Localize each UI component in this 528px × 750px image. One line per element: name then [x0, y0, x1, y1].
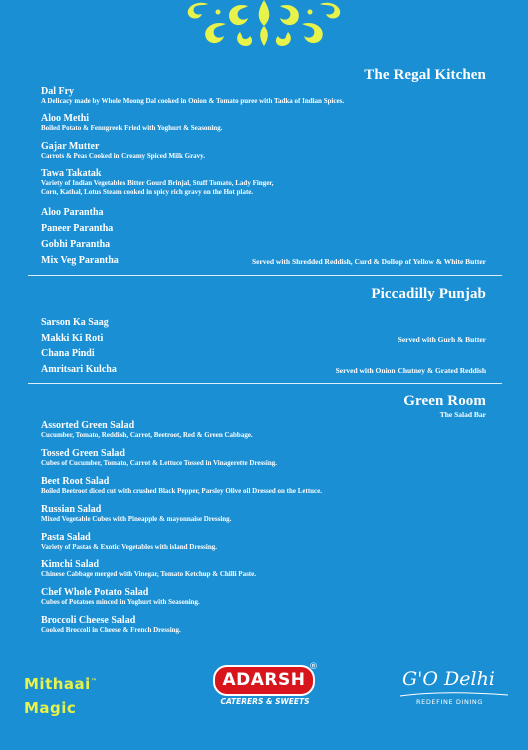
adarsh-badge: ADARSH [213, 665, 315, 696]
item-name: Dal Fry [41, 86, 75, 97]
menu-item [41, 615, 181, 635]
item-name: Pasta Salad [41, 532, 91, 543]
menu-item [41, 559, 256, 579]
item-name: Tawa Takatak [41, 168, 102, 179]
item-description: Cooked Broccoli in Cheese & French Dressing. [41, 626, 181, 634]
menu-item [41, 317, 109, 328]
menu-item [41, 86, 344, 106]
section-divider [28, 275, 502, 276]
mithaai-magic-logo [24, 670, 97, 720]
item-name: Aloo Parantha [41, 207, 104, 218]
item-name: Sarson Ka Saag [41, 317, 109, 328]
item-name: Russian Salad [41, 504, 102, 515]
menu-item [41, 348, 95, 359]
item-name: Paneer Parantha [41, 223, 114, 234]
item-name: Chana Pindi [41, 348, 95, 359]
item-description: Chinese Cabbage merged with Vinegar, Tomato Ketchup & Chilli Paste. [41, 570, 256, 578]
menu-item [41, 587, 200, 607]
item-name: Chef Whole Potato Salad [41, 587, 149, 598]
serving-note: Served with Shredded Reddish, Curd & Dollop of Yellow & White Butter [251, 257, 486, 266]
item-name: Broccoli Cheese Salad [41, 615, 136, 626]
menu-item [41, 532, 217, 552]
item-name: Amritsari Kulcha [41, 364, 117, 375]
menu-item [41, 504, 231, 524]
adarsh-tagline: CATERERS & SWEETS [220, 697, 310, 706]
menu-item [41, 255, 119, 266]
menu-item [41, 168, 274, 197]
trademark-mark: ™ [90, 678, 98, 685]
item-description: Cucumber, Tomato, Reddish, Carrot, Beetroot, Red & Green Cabbage. [41, 431, 253, 439]
menu-item [41, 207, 104, 218]
item-description: Cubes of Cucumber, Tomato, Carrot & Lettuce Tossed in Vinagerette Dressing. [41, 459, 277, 467]
registered-mark: ® [309, 662, 318, 672]
item-description-line2: Corn, Kathal, Lotus Steam cooked in spicy rich gravy on the Hot plate. [41, 188, 254, 196]
item-description: Variety of Indian Vegetables Bitter Gourd Brinjal, Stuff Tomato, Lady Finger, [41, 179, 274, 187]
godelhi-tagline: REDEFINE DINING [416, 698, 484, 706]
magic-word: Magic [24, 699, 77, 717]
menu-item [41, 223, 113, 234]
menu-item [41, 113, 222, 133]
serving-note: Served with Onion Chutney & Grated Reddish [335, 366, 486, 375]
item-description: A Delicacy made by Whole Moong Dal cooked in Onion & Tomato puree with Tadka of Indian Spices. [41, 97, 345, 105]
menu-item [41, 141, 205, 161]
menu-item [41, 476, 322, 496]
serving-note: Served with Gurh & Butter [397, 335, 486, 344]
item-name: Tossed Green Salad [41, 448, 125, 459]
item-description: Cubes of Potatoes minced in Yoghurt with Seasoning. [41, 598, 200, 606]
item-name: Gajar Mutter [41, 141, 100, 152]
item-name: Assorted Green Salad [41, 420, 135, 431]
item-description: Boiled Potato & Fenugreek Fried with Yoghurt & Seasoning. [41, 124, 223, 132]
section-subtitle: The Salad Bar [439, 410, 486, 419]
item-name: Gobhi Parantha [41, 239, 111, 250]
item-description: Carrots & Peas Cooked in Creamy Spiced Milk Gravy. [41, 152, 206, 160]
section-title-green-room: Green Room [403, 393, 486, 409]
item-description: Variety of Pastas & Exotic Vegetables with island Dressing. [41, 543, 217, 551]
ornament-flourish-icon [178, 0, 350, 48]
mithaai-word: Mithaai [24, 675, 91, 693]
menu-item [41, 239, 110, 250]
menu-item [41, 364, 117, 375]
item-name: Kimchi Salad [41, 559, 100, 570]
menu-item [41, 333, 103, 344]
godelhi-logo [398, 668, 510, 716]
menu-item [41, 420, 253, 440]
menu-item [41, 448, 277, 468]
section-title-regal-kitchen: The Regal Kitchen [364, 67, 486, 83]
section-divider [28, 383, 502, 384]
adarsh-logo [213, 662, 318, 709]
item-description: Boiled Beetroot diced cut with crushed Black Pepper, Parsley Olive oil Dressed on the Lettuce. [41, 487, 323, 495]
item-description: Mixed Vegetable Cubes with Pineapple & mayonnaise Dressing. [41, 515, 232, 523]
item-name: Makki Ki Roti [41, 333, 104, 344]
godelhi-wordmark: G'O Delhi [402, 668, 495, 690]
item-name: Beet Root Salad [41, 476, 110, 487]
section-title-piccadilly-punjab: Piccadilly Punjab [371, 286, 486, 302]
item-name: Aloo Methi [41, 113, 90, 124]
item-name: Mix Veg Parantha [41, 255, 119, 266]
